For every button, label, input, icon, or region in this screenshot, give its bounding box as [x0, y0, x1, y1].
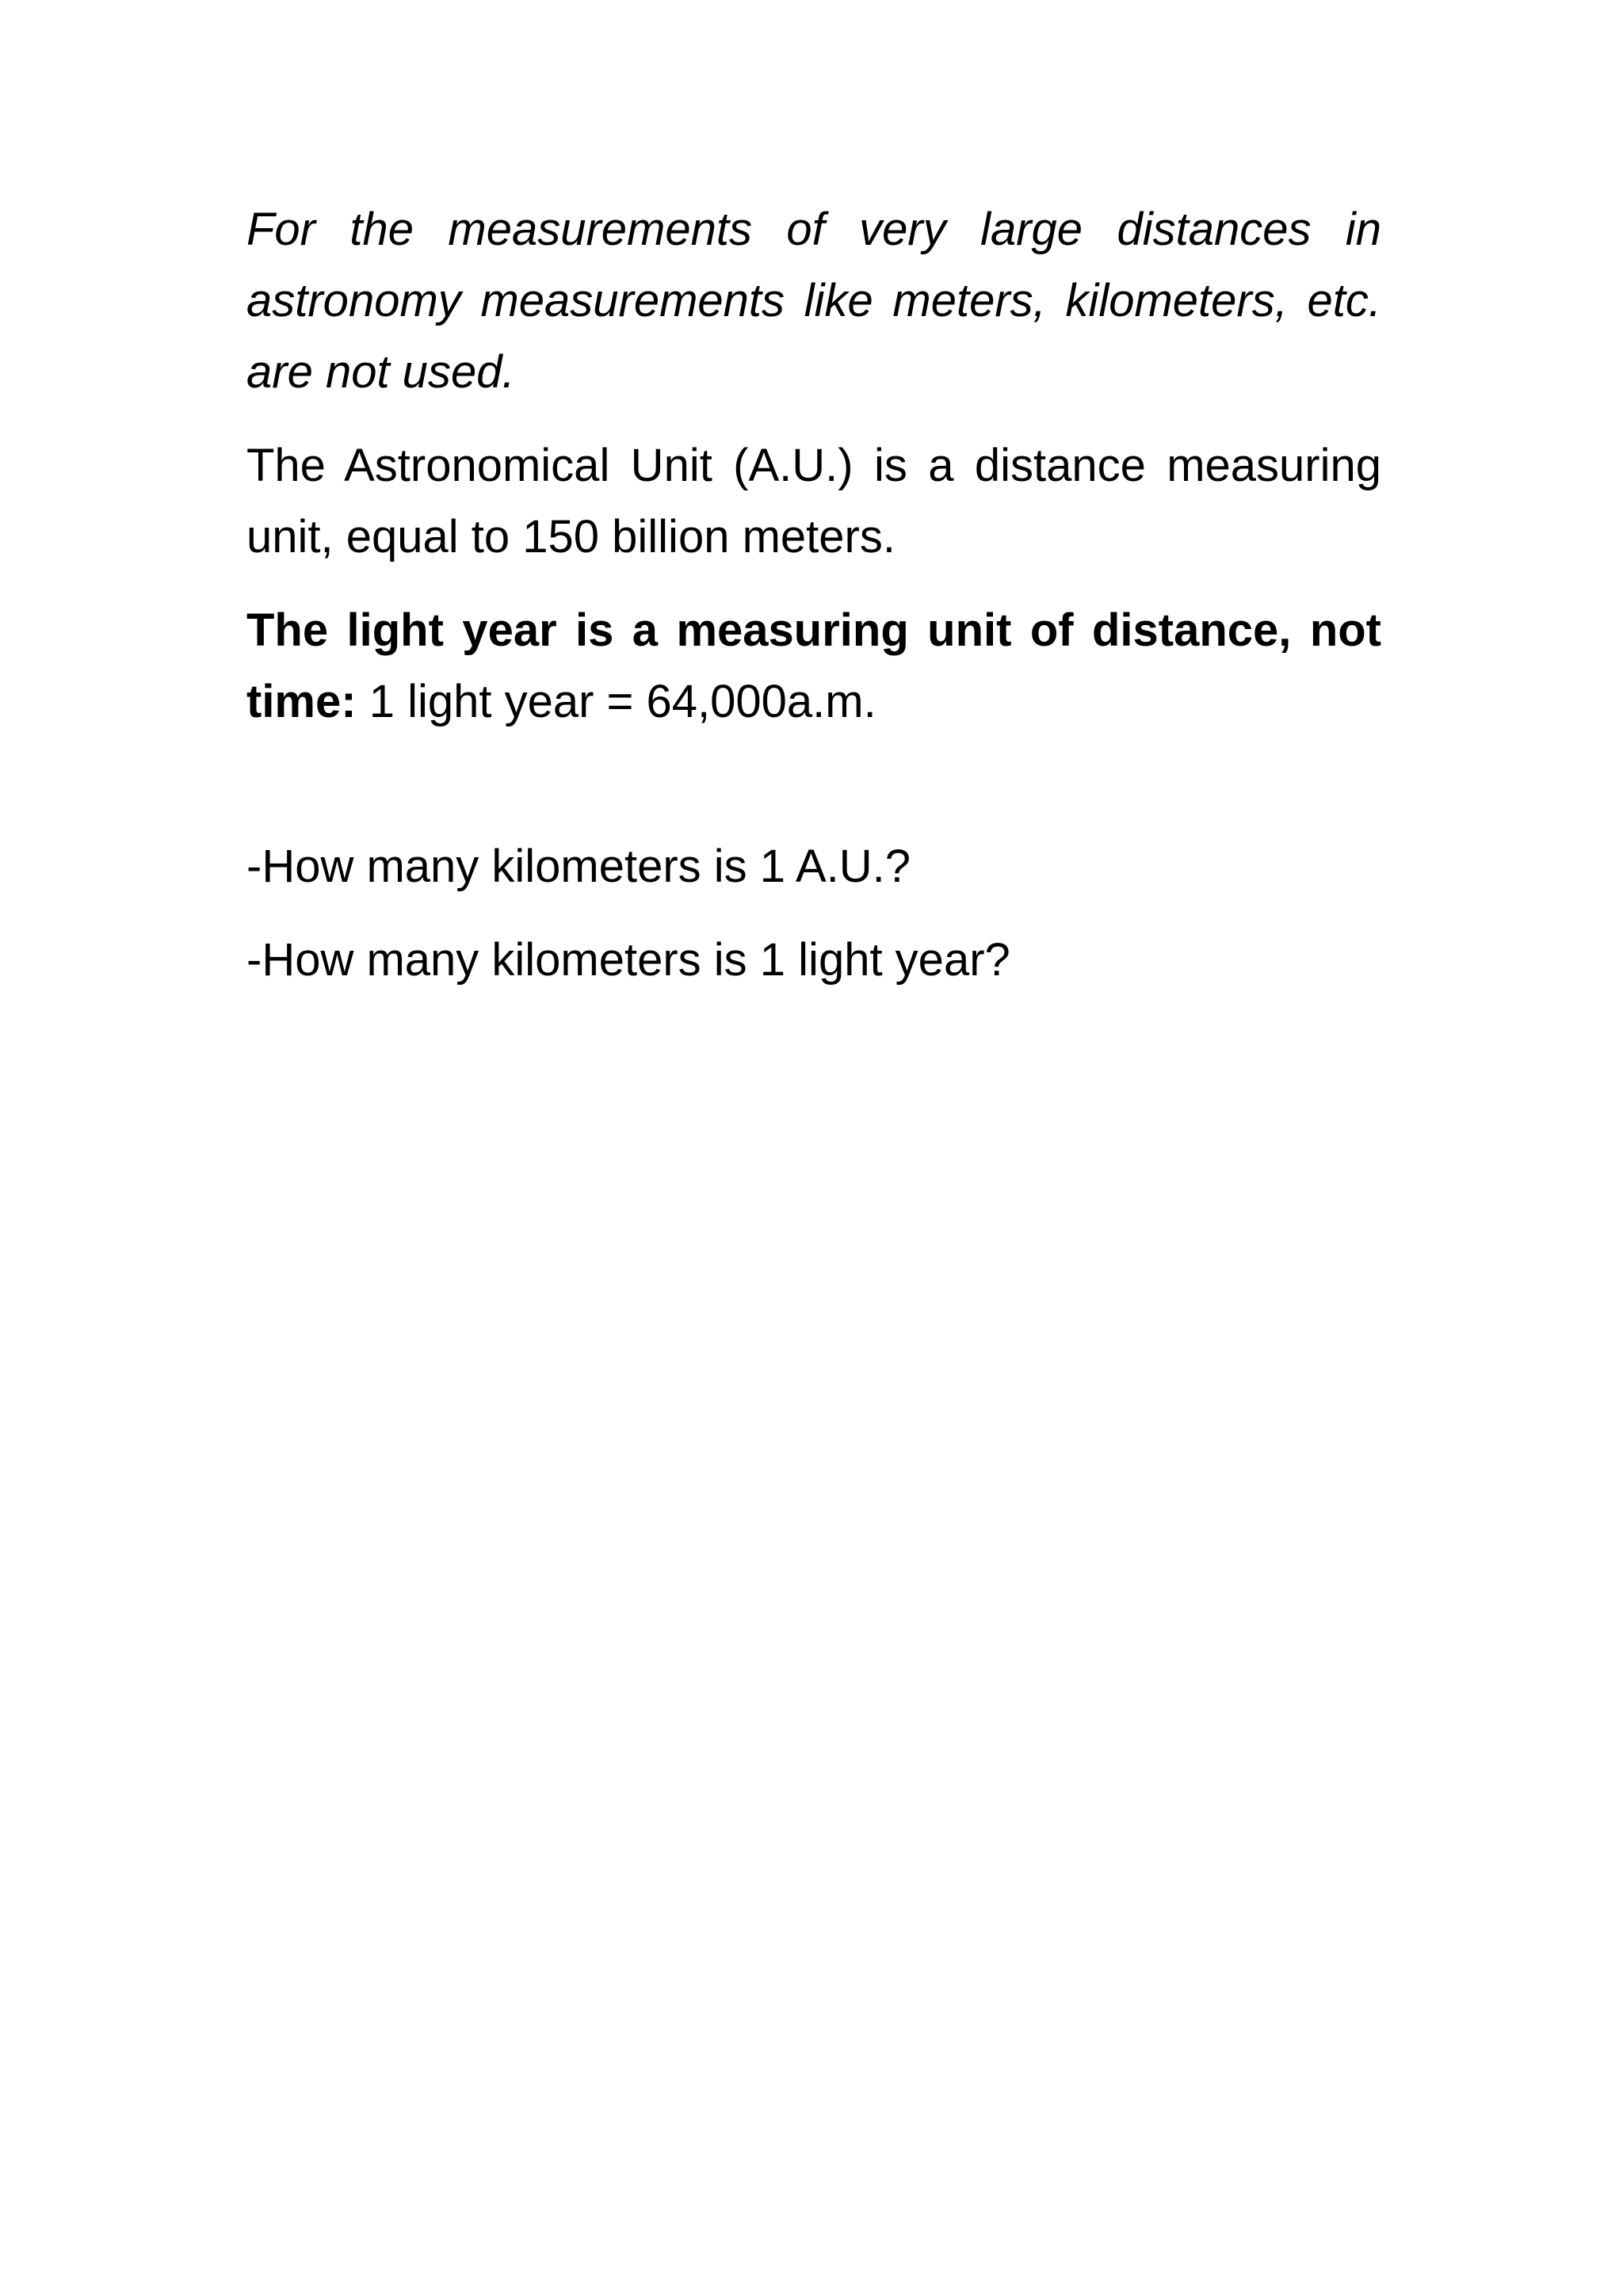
section-spacer	[246, 738, 1381, 831]
question-light-year-kilometers: -How many kilometers is 1 light year?	[246, 934, 1010, 986]
light-year-bold-statement: The light year is a measuring unit of distance, not time:	[246, 605, 1381, 727]
intro-paragraph: For the measurements of very large distances in astronomy measurements like meters, kilometers, etc. are not used.	[246, 204, 1381, 398]
document-body	[246, 194, 1381, 996]
question-au-kilometers: -How many kilometers is 1 A.U.?	[246, 841, 911, 892]
light-year-equation: 1 light year = 64,000a.m.	[356, 676, 876, 727]
au-definition-paragraph: The Astronomical Unit (A.U.) is a distance measuring unit, equal to 150 billion meters.	[246, 440, 1381, 563]
light-year-paragraph	[246, 595, 1381, 738]
